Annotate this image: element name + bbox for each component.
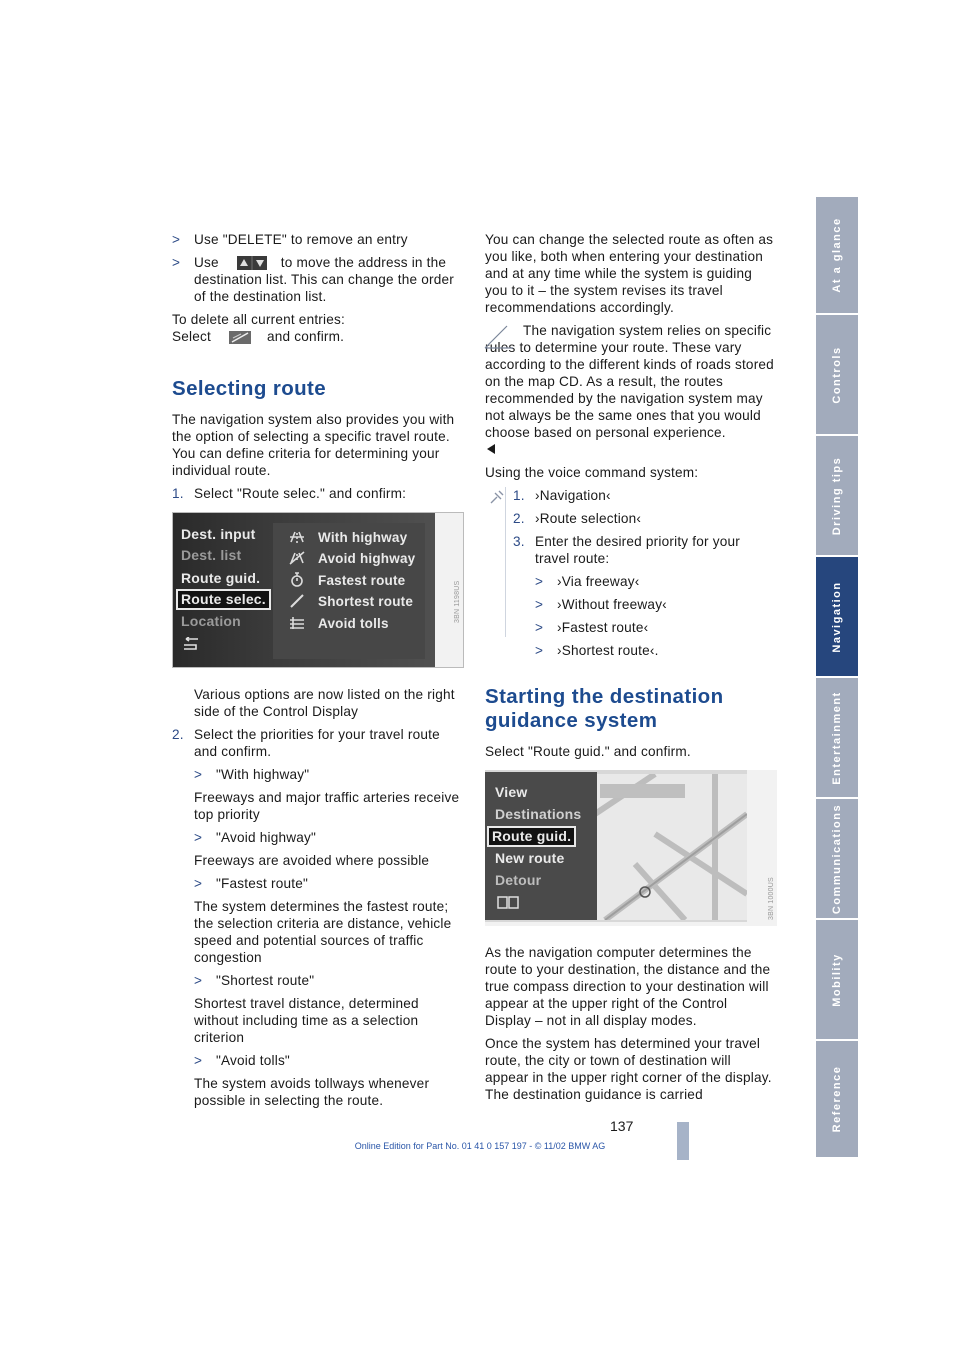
voice-intro: Using the voice command system: — [485, 465, 699, 480]
route-change-text: You can change the selected route as often as you like, both when entering your destination and at any time while the system is guiding you to it – the system revises its travel recommendations accordingly. — [485, 232, 774, 315]
shortest-route-icon — [290, 594, 304, 608]
voice-command-block — [485, 487, 777, 659]
option-desc: The system determines the fastest route; the selection criteria are distance, vehicle speed and potential sources of traffic congestion — [194, 899, 452, 965]
delete-all-line: To delete all current entries: — [172, 312, 345, 327]
step-number: 2. — [172, 727, 184, 742]
step-number: 1. — [513, 488, 525, 503]
step-number: 2. — [513, 511, 525, 526]
step-text: Enter the desired priority for your travel route: — [535, 534, 740, 566]
step-text: ›Navigation‹ — [535, 488, 611, 503]
option-label: "Fastest route" — [216, 876, 308, 891]
menu-view: View — [495, 784, 528, 800]
footer-edition: Online Edition for Part No. 01 41 0 157 197 - © 11/02 BMW AG — [354, 1141, 606, 1151]
voice-step — [513, 533, 777, 567]
tab-navigation[interactable] — [816, 557, 858, 678]
menu-route-guid: Route guid. — [487, 826, 576, 847]
move-bullet-text-b: to move the address in the destination list. This can change the order of the destination list. — [194, 255, 454, 304]
right-column — [485, 231, 777, 1109]
delete-bullet-text: Use "DELETE" to remove an entry — [194, 232, 408, 247]
voice-option-text: ›Fastest route‹ — [557, 620, 649, 635]
option-item — [172, 972, 462, 989]
menu-route-guid: Route guid. — [181, 570, 261, 586]
menu-new-route: New route — [495, 850, 565, 866]
option-label: "Avoid tolls" — [216, 1053, 290, 1068]
page-number: 137 — [610, 1118, 634, 1134]
with-highway-icon — [289, 530, 305, 544]
move-bullet-text-a: Use — [194, 255, 219, 270]
voice-step — [513, 510, 777, 527]
bullet-marker: > — [194, 1053, 203, 1068]
option-with-highway: With highway — [318, 530, 408, 545]
tab-label: Mobility — [831, 952, 843, 1007]
bullet-marker: > — [194, 973, 203, 988]
option-desc: Freeways and major traffic arteries receive top priority — [194, 790, 460, 822]
tab-entertainment[interactable] — [816, 678, 858, 799]
delete-all-text — [172, 311, 462, 345]
route-compute-text: As the navigation computer determines the route to your destination, the distance and the true compass direction to your destination will appear at the upper right of the Control Display – not in all display modes. — [485, 945, 771, 1028]
bullet-marker: > — [535, 574, 544, 589]
menu-detour: Detour — [495, 872, 542, 888]
voice-option-text: ›Without freeway‹ — [557, 597, 667, 612]
tab-controls[interactable] — [816, 315, 858, 436]
menu-location: Location — [181, 613, 241, 629]
option-label: "With highway" — [216, 767, 310, 782]
avoid-highway-icon — [289, 551, 305, 565]
voice-step — [513, 487, 777, 504]
select-route-guid-text: Select "Route guid." and confirm. — [485, 744, 691, 759]
option-item — [172, 829, 462, 846]
step-number: 3. — [513, 534, 525, 549]
end-marker-icon — [487, 444, 495, 454]
option-item — [172, 875, 462, 892]
map-status-bar — [600, 784, 685, 798]
bullet-marker: > — [535, 620, 544, 635]
destination-display-text: Once the system has determined your travel route, the city or town of destination will appear in the upper right corner of the display. The destination guidance is carried — [485, 1036, 772, 1102]
option-avoid-highway: Avoid highway — [318, 551, 416, 566]
step-2 — [172, 726, 462, 760]
tab-label: Controls — [831, 345, 843, 404]
option-label: "Shortest route" — [216, 973, 315, 988]
left-column — [172, 231, 462, 1115]
menu-dest-list: Dest. list — [181, 547, 242, 563]
option-item — [172, 766, 462, 783]
delete-all-icon — [229, 331, 251, 344]
split-screen-icon — [497, 896, 519, 909]
move-bullet — [172, 254, 462, 305]
bullet-marker: > — [194, 767, 203, 782]
tab-label: Communications — [831, 803, 843, 914]
tab-at-a-glance[interactable] — [816, 197, 858, 315]
option-item — [172, 1052, 462, 1069]
starting-guidance-heading: Starting the destination guidance system — [485, 685, 724, 732]
back-icon — [182, 637, 200, 651]
tab-label: Entertainment — [831, 690, 843, 785]
voice-option — [513, 642, 777, 659]
delete-all-select: Select — [172, 329, 211, 344]
selecting-route-intro: The navigation system also provides you with the option of selecting a specific travel route. You can define criteria for determining your individual route. — [172, 412, 455, 478]
tab-label: Driving tips — [831, 456, 843, 535]
delete-bullet — [172, 231, 462, 248]
tab-label: Reference — [831, 1065, 843, 1133]
option-label: "Avoid highway" — [216, 830, 317, 845]
tab-communications[interactable] — [816, 799, 858, 920]
menu-dest-input: Dest. input — [181, 526, 256, 542]
voice-option — [513, 596, 777, 613]
option-fastest-route: Fastest route — [318, 573, 406, 588]
bullet-marker: > — [194, 876, 203, 891]
voice-option — [513, 619, 777, 636]
bullet-marker: > — [172, 255, 181, 270]
bullet-marker: > — [194, 830, 203, 845]
option-desc: Shortest travel distance, determined without including time as a selection criterion — [194, 996, 419, 1045]
tab-driving-tips[interactable] — [816, 436, 858, 557]
option-desc: The system avoids tollways whenever possible in selecting the route. — [194, 1076, 430, 1108]
option-avoid-tolls: Avoid tolls — [318, 616, 389, 631]
option-desc: Freeways are avoided where possible — [194, 853, 430, 868]
voice-option-text: ›Via freeway‹ — [557, 574, 640, 589]
note-icon — [483, 322, 515, 350]
step-number: 1. — [172, 486, 184, 501]
menu-destinations: Destinations — [495, 806, 582, 822]
after-shot-text: Various options are now listed on the right side of the Control Display — [194, 687, 455, 719]
bullet-marker: > — [535, 597, 544, 612]
option-shortest-route: Shortest route — [318, 594, 414, 609]
voice-option — [513, 573, 777, 590]
move-arrows-icon — [237, 256, 267, 270]
fastest-route-icon — [290, 572, 304, 587]
menu-route-selec: Route selec. — [176, 589, 271, 610]
tab-mobility[interactable] — [816, 920, 858, 1041]
tab-label: Navigation — [831, 580, 843, 653]
selecting-route-heading: Selecting route — [172, 377, 327, 400]
figure-code: 3BN 1000US — [768, 877, 775, 920]
note-block — [485, 322, 777, 458]
route-guidance-screenshot — [485, 770, 777, 926]
note-text: The navigation system relies on specific rules to determine your route. These vary according to the different kinds of roads stored on the map CD. As a result, the routes recommended by the navigation system may not always be the same ones that you would choose based on personal experience. — [485, 323, 774, 440]
step-text: Select the priorities for your travel route and confirm. — [194, 727, 440, 759]
figure-code: 3BN 1198US — [454, 580, 461, 623]
step-text: Select "Route selec." and confirm: — [194, 486, 407, 501]
tab-label: At a glance — [831, 217, 843, 293]
microphone-icon — [489, 489, 505, 505]
step-1 — [172, 485, 462, 502]
delete-all-confirm: and confirm. — [266, 329, 345, 344]
voice-option-text: ›Shortest route‹. — [557, 643, 659, 658]
avoid-tolls-icon — [289, 616, 305, 630]
bullet-marker: > — [535, 643, 544, 658]
route-selection-screenshot — [172, 512, 464, 668]
bullet-marker: > — [172, 232, 181, 247]
step-text: ›Route selection‹ — [535, 511, 642, 526]
